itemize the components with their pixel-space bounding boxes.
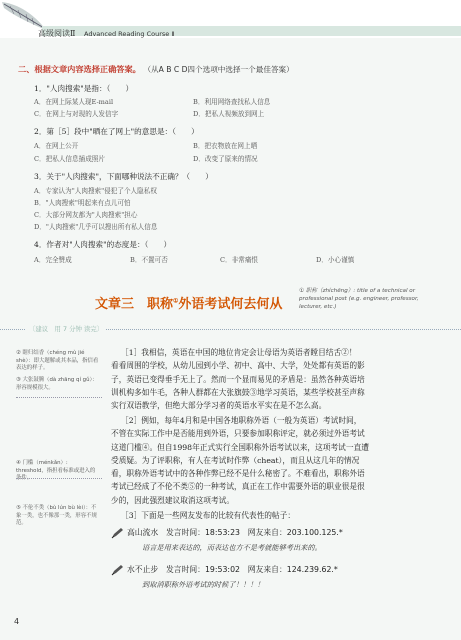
post-2-header: 水不止步 发言时间：19:53:02 网友来自：124.239.62.* [127,565,338,574]
side-note-2: ② 瞎归结香（chéng mù jié shè）：即大题解或其本品，指信看表达的样子。 [16,350,99,371]
question-4-stem: 4．作者对"人肉搜索"的态度是：（ ） [34,240,172,249]
header-title [38,28,175,39]
title-footnote: ① 职称（zhíchēng）: title of a technical or professional post (e.g. engineer, professor, lecturer, etc.) [299,288,419,310]
paragraph-line: 实行双语教学，但绝大部分学习者的英语水平实在是不怎么高。 [111,401,327,411]
question-2-option-c: C．把私人信息插成照片 [34,155,105,163]
question-3-option-c: C．大部分网友都为"人肉搜索"担心 [34,211,138,219]
side-note-4: ④ 门槛（ménkǎn）: threshold，指担看标准或进入的条件。 [16,460,96,481]
paragraph-line: 子，英语已变得垂手无上了。然而一个显而易见的矛盾是：虽然各种英语培 [111,374,365,384]
question-1-option-c: C．在网上与对现的人发信字 [34,110,119,118]
paragraph-1 [111,346,439,412]
question-1-option-a: A．在网上际某人现E-mail [34,98,114,106]
paragraph-2 [111,414,439,507]
question-4-option-b: B．不置可否 [130,256,168,264]
question-4-option-a: A．完全赞成 [34,256,72,264]
article-title-part2: 外语考试何去何从 [178,297,283,312]
paragraph-line: 不管在实际工作中是否能用到外语，只要参加职称评定，就必须过外语考试 [111,429,365,439]
post-1-header: 高山流水 发言时间：18:53:23 网友来自：203.100.125.* [127,528,343,537]
paragraph-line: ［3］下面是一些网友发布的比较有代表性的帖子： [121,511,296,520]
reading-time-row [0,324,461,336]
pen-icon [111,527,125,539]
question-4-option-d: D．小心谨慎 [316,256,355,264]
article-title-part1: 文章三 职称 [95,297,174,312]
paragraph-line: 看，职称外语考试中的各种作弊已经不是什么秘密了。不难看出，职称外语 [111,469,365,479]
paragraph-line: 训机构多如牛毛，各种人群都在大张旗鼓③地学习英语，某些学校甚至声称 [111,387,365,397]
side-note-5: ⑤ 不伦不类（bù lún bù lèi）：不象一类，也不像那一类，形容不规范。 [16,505,97,526]
question-1-stem: 1．"人肉搜索"是指：（ ） [34,84,134,93]
section-instruction: （从A B C D四个选项中选择一个最佳答案） [143,65,294,74]
side-note-separator [16,478,102,479]
page-content [0,40,461,640]
paragraph-line: 看看周围的学校，从幼儿园到小学、初中、高中、大学，处处都有英语的影 [111,361,365,371]
question-2-option-d: D．改变了原来的情况 [193,155,258,163]
question-3-stem: 3．关于"人肉搜索"，下面哪种说法不正确？（ ） [34,172,213,181]
question-1-option-d: D．把私人视频放到网上 [193,110,265,118]
article-title-footnote-mark: ① [173,297,179,305]
paragraph-line: 这道门槛④。但自1998年正式实行全国职称外语考试以来，这项考试一直遭 [111,442,369,452]
page-header [0,0,461,38]
side-note-3: ③ 大张鼓腾（dà zhāng qí gǔ）：形容规模很大。 [16,377,98,391]
question-3-option-d: D．"人肉搜索"几乎可以搜出所有私人信息 [34,223,158,231]
header-title-en: Advanced Reading Course Ⅱ [83,30,175,38]
question-4-option-c: C．非常痛恨 [220,256,259,264]
question-3-option-b: B．"人肉搜索"明起来有点儿可怕 [34,199,131,207]
question-3-option-a: A．专家认为"人肉搜索"侵犯了个人隐私权 [34,187,157,195]
post-1-body: 语言是用来表达的，而表达也方不是考就能够考出来的。 [142,543,322,552]
paragraph-3 [111,509,439,522]
header-title-zh: 高级阅读Ⅱ [38,29,76,38]
paragraph-line: ［1］我相信，英语在中国的地位肯定会让母语为英语者瞠目结舌②！ [121,348,357,357]
section-heading [18,64,294,75]
post-2-body: 到取消职称外语考试的时候了！！！！ [142,580,265,589]
paragraph-line: 考试已经成了不伦不类⑤的一种考试，真正在工作中需要外语的职业很是很 [111,482,365,492]
question-2-stem: 2．第［5］段中"晒在了网上"的意思是：（ ） [34,127,199,136]
paragraph-line: ［2］例如，每年4月和是中国各地职称外语（一般为英语）考试时间， [121,416,362,425]
question-2-option-b: B．把衣物放在网上晒 [193,142,258,150]
section-title: 二、根据文章内容选择正确答案。 [18,64,141,74]
side-note-separator [16,397,102,398]
paragraph-line: 受质疑。为了评职称，有人在考试时作弊（cheat），而且从这几年的情况 [111,455,360,465]
article-title [95,293,282,312]
pen-icon [111,564,125,576]
reading-time-tag: 〔建议 用 7 分钟 读完〕 [26,324,106,333]
page-number: 4 [14,617,20,626]
question-2-option-a: A．在网上公开 [34,142,79,150]
question-1-option-b: B．利用网络查找私人信息 [193,98,271,106]
paragraph-line: 少的，因此强烈建议取消这项考试。 [111,495,235,505]
